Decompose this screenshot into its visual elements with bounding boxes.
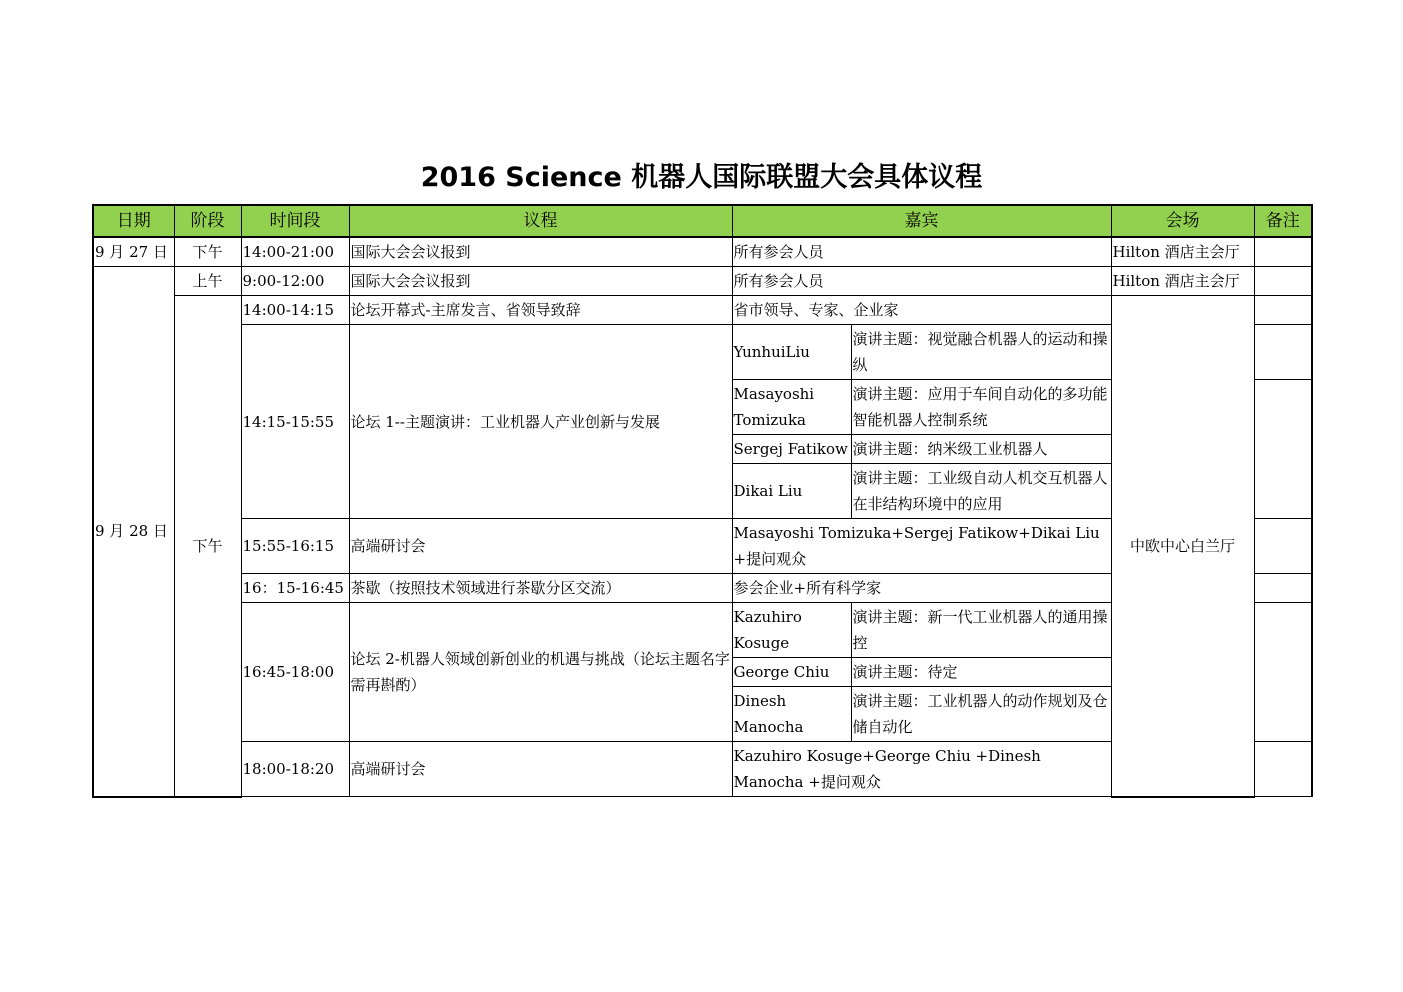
guests-cell: 参会企业+所有科学家 xyxy=(732,574,1111,603)
agenda-cell: 国际大会会议报到 xyxy=(349,267,732,296)
notes-cell xyxy=(1254,742,1312,797)
notes-cell xyxy=(1254,574,1312,603)
notes-cell xyxy=(1254,237,1312,267)
agenda-cell: 高端研讨会 xyxy=(349,519,732,574)
speaker-name: George Chiu xyxy=(732,658,851,687)
time-cell: 15:55-16:15 xyxy=(241,519,349,574)
agenda-cell: 高端研讨会 xyxy=(349,742,732,797)
phase-cell: 上午 xyxy=(174,267,241,296)
speaker-name: Kazuhiro Kosuge xyxy=(732,603,851,658)
page-title: 2016 Science 机器人国际联盟大会具体议程 xyxy=(420,162,983,193)
header-phase: 阶段 xyxy=(174,205,241,237)
guests-cell: Kazuhiro Kosuge+George Chiu +Dinesh Manocha +提问观众 xyxy=(732,742,1111,797)
speaker-topic: 演讲主题：应用于车间自动化的多功能智能机器人控制系统 xyxy=(851,380,1111,435)
phase-cell: 下午 xyxy=(174,237,241,267)
agenda-cell: 论坛 2-机器人领域创新创业的机遇与挑战（论坛主题名字需再斟酌） xyxy=(349,603,732,742)
table-row xyxy=(93,267,1312,296)
agenda-cell: 论坛开幕式-主席发言、省领导致辞 xyxy=(349,296,732,325)
guests-cell: 所有参会人员 xyxy=(732,267,1111,296)
time-cell: 18:00-18:20 xyxy=(241,742,349,797)
speaker-name: Masayoshi Tomizuka xyxy=(732,380,851,435)
notes-cell xyxy=(1254,519,1312,574)
notes-cell xyxy=(1254,603,1312,742)
speaker-topic: 演讲主题：视觉融合机器人的运动和操纵 xyxy=(851,325,1111,380)
time-cell: 14:00-21:00 xyxy=(241,237,349,267)
speaker-topic: 演讲主题：纳米级工业机器人 xyxy=(851,435,1111,464)
speaker-topic: 演讲主题：工业机器人的动作规划及仓储自动化 xyxy=(851,687,1111,742)
agenda-cell: 论坛 1--主题演讲：工业机器人产业创新与发展 xyxy=(349,325,732,519)
speaker-name: YunhuiLiu xyxy=(732,325,851,380)
header-guests: 嘉宾 xyxy=(732,205,1111,237)
header-time: 时间段 xyxy=(241,205,349,237)
agenda-cell: 国际大会会议报到 xyxy=(349,237,732,267)
guests-cell: 省市领导、专家、企业家 xyxy=(732,296,1111,325)
time-cell: 14:15-15:55 xyxy=(241,325,349,519)
phase-cell: 下午 xyxy=(174,296,241,797)
speaker-name: Dinesh Manocha xyxy=(732,687,851,742)
venue-cell: 中欧中心白兰厅 xyxy=(1111,296,1254,797)
agenda-cell: 茶歇（按照技术领域进行茶歇分区交流） xyxy=(349,574,732,603)
time-cell: 16：15-16:45 xyxy=(241,574,349,603)
table-row xyxy=(93,237,1312,267)
speaker-topic: 演讲主题：待定 xyxy=(851,658,1111,687)
guests-cell: Masayoshi Tomizuka+Sergej Fatikow+Dikai Liu +提问观众 xyxy=(732,519,1111,574)
time-cell: 16:45-18:00 xyxy=(241,603,349,742)
notes-cell xyxy=(1254,267,1312,296)
header-agenda: 议程 xyxy=(349,205,732,237)
agenda-table xyxy=(92,204,1313,798)
header-date: 日期 xyxy=(93,205,174,237)
notes-cell xyxy=(1254,380,1312,519)
notes-cell xyxy=(1254,296,1312,325)
header-venue: 会场 xyxy=(1111,205,1254,237)
date-cell: 9 月 28 日 xyxy=(93,267,174,797)
guests-cell: 所有参会人员 xyxy=(732,237,1111,267)
date-cell: 9 月 27 日 xyxy=(93,237,174,267)
speaker-name: Sergej Fatikow xyxy=(732,435,851,464)
venue-cell: Hilton 酒店主会厅 xyxy=(1111,267,1254,296)
table-row xyxy=(93,296,1312,325)
speaker-topic: 演讲主题：工业级自动人机交互机器人在非结构环境中的应用 xyxy=(851,464,1111,519)
venue-cell: Hilton 酒店主会厅 xyxy=(1111,237,1254,267)
table-header-row xyxy=(93,205,1312,237)
time-cell: 9:00-12:00 xyxy=(241,267,349,296)
header-notes: 备注 xyxy=(1254,205,1312,237)
notes-cell xyxy=(1254,325,1312,380)
time-cell: 14:00-14:15 xyxy=(241,296,349,325)
speaker-name: Dikai Liu xyxy=(732,464,851,519)
speaker-topic: 演讲主题：新一代工业机器人的通用操控 xyxy=(851,603,1111,658)
